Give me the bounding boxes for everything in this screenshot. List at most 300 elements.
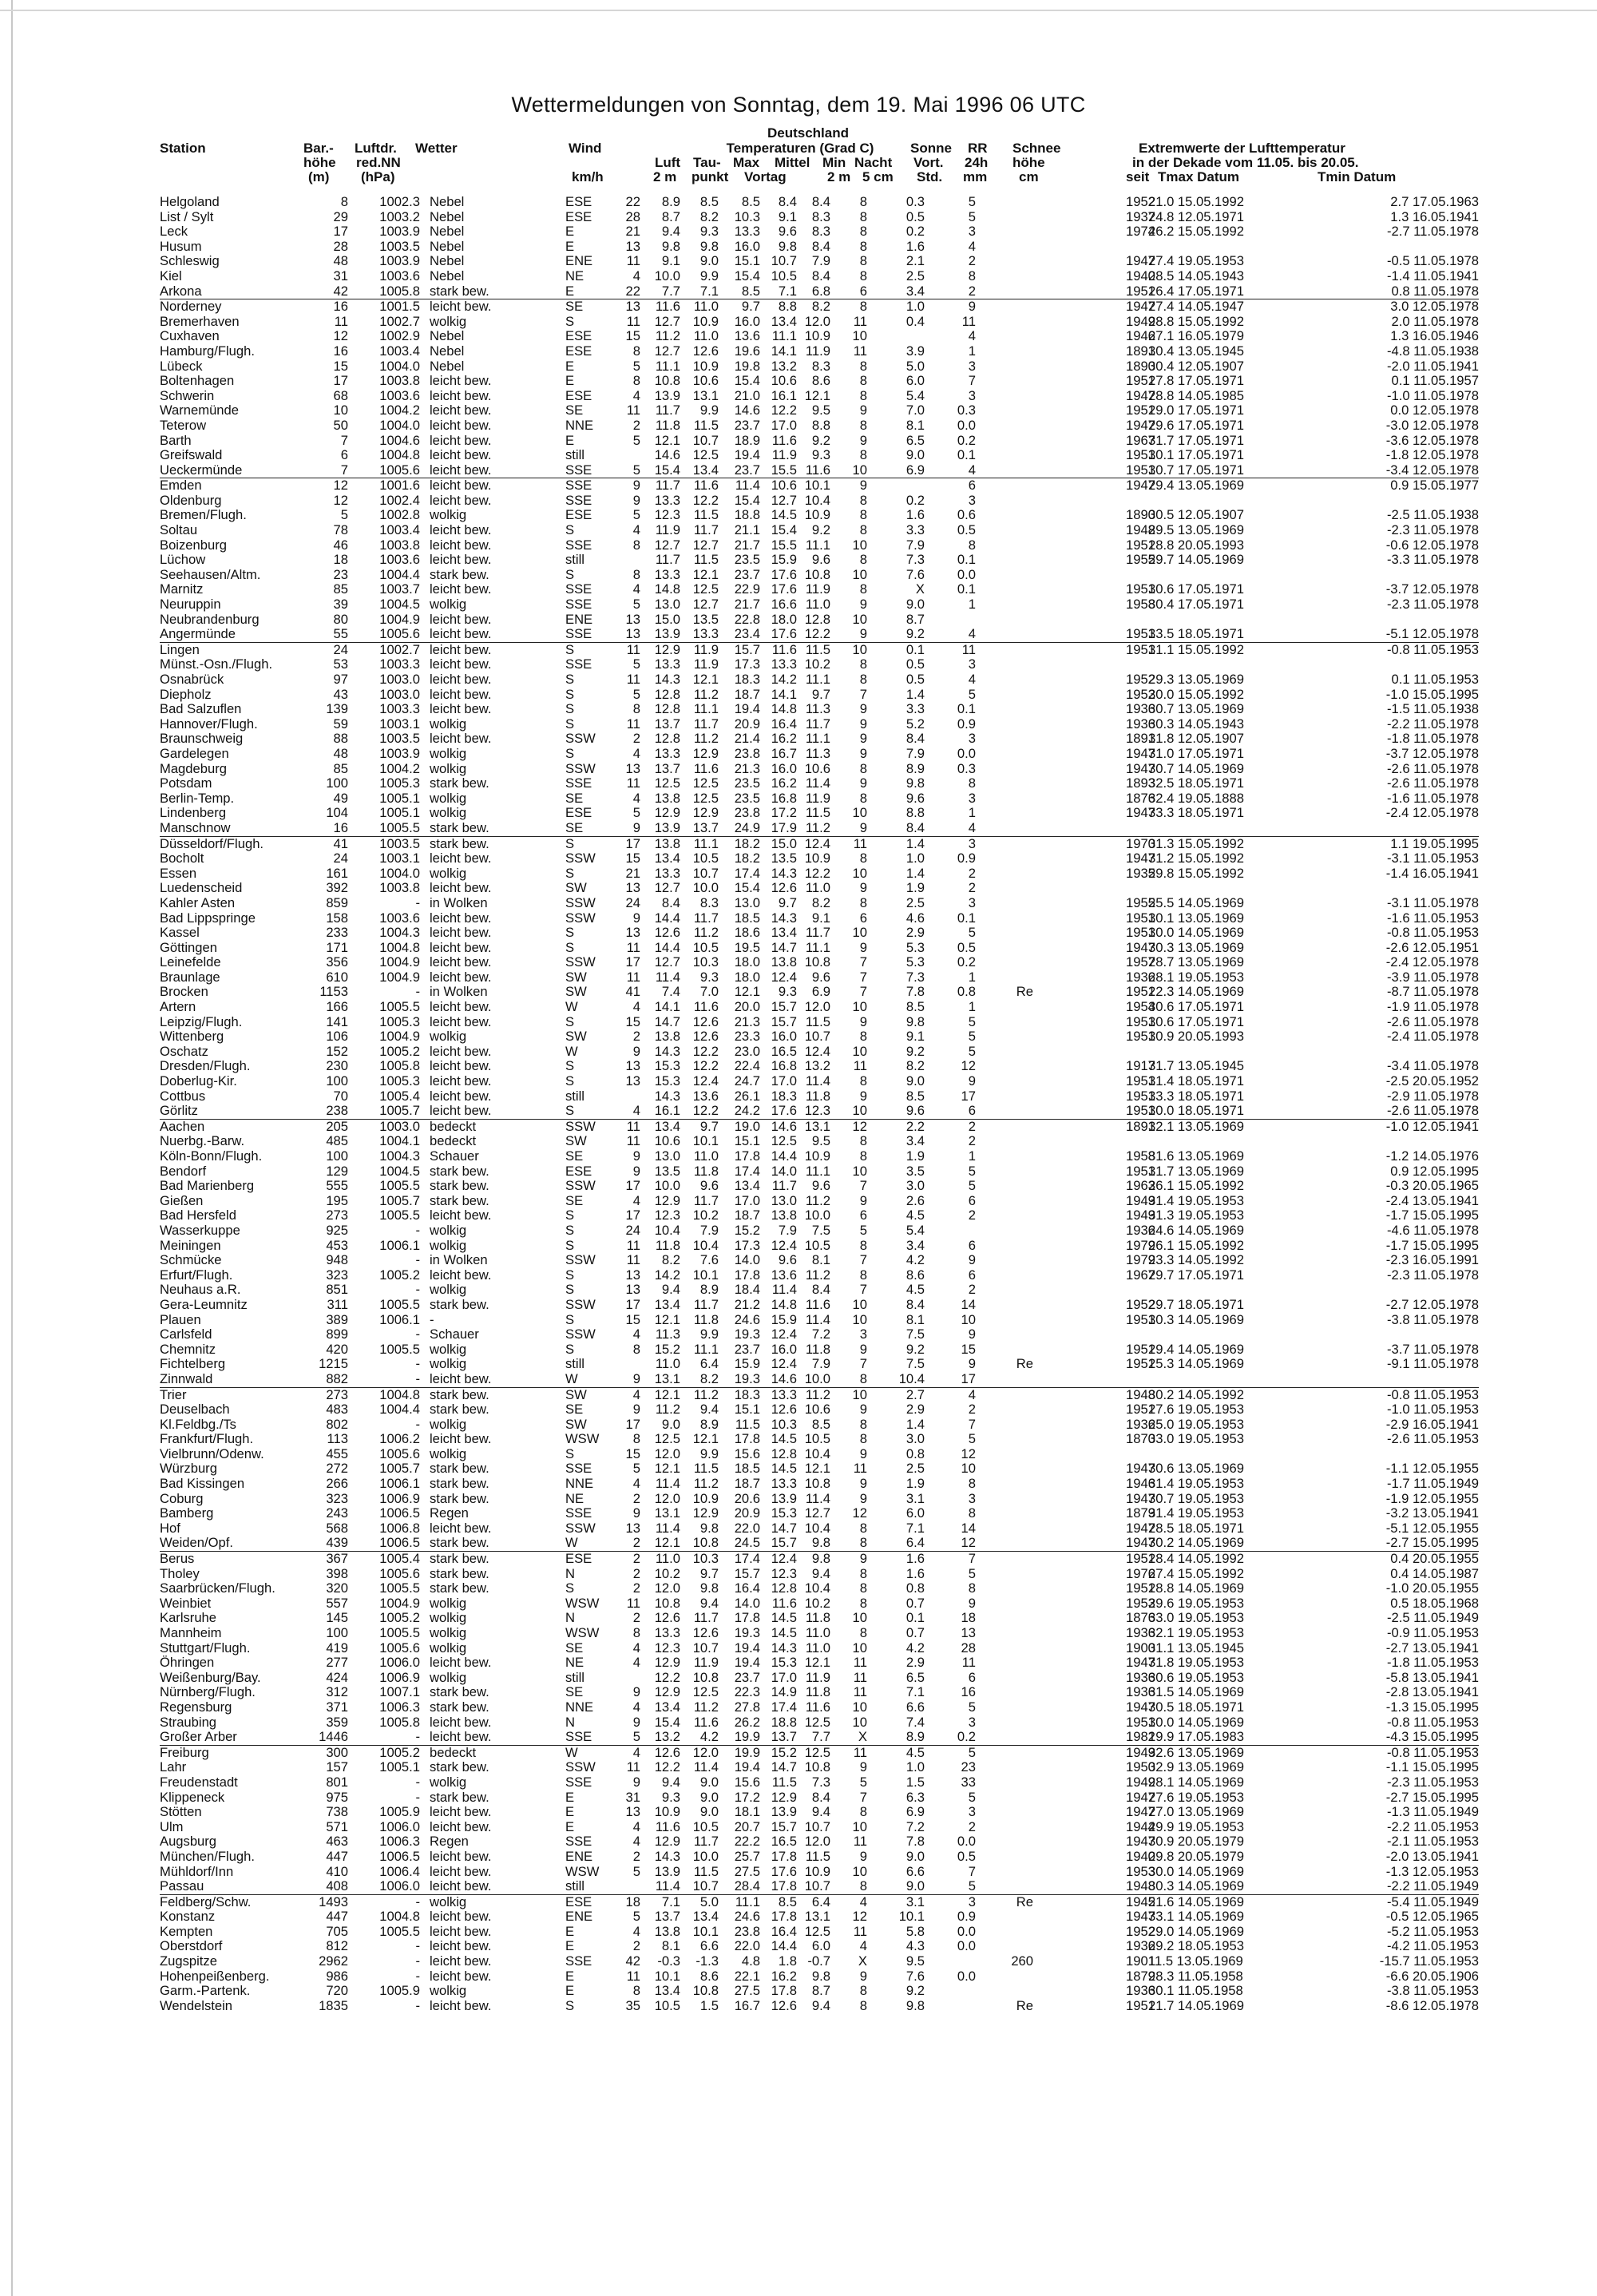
cell-wind-dir: W bbox=[565, 1043, 578, 1059]
cell-t-air: 12.9 bbox=[654, 1655, 680, 1671]
cell-station: Marnitz bbox=[160, 581, 204, 597]
cell-station: Bremen/Flugh. bbox=[160, 507, 247, 523]
cell-t-night: 11 bbox=[853, 313, 867, 329]
cell-height: 266 bbox=[326, 1476, 348, 1492]
cell-t-max: 18.6 bbox=[734, 925, 760, 941]
cell-t-min: 6.8 bbox=[811, 283, 830, 299]
cell-tmin: -2.4 12.05.1978 bbox=[1385, 954, 1479, 970]
cell-seit: 1979 bbox=[1126, 1237, 1155, 1253]
cell-weather: leicht bew. bbox=[430, 1938, 492, 1954]
cell-pressure: 1005.8 bbox=[379, 1714, 420, 1730]
cell-tmax: 30.7 19.05.1953 bbox=[1148, 1490, 1244, 1506]
cell-tmin: -3.0 12.05.1978 bbox=[1385, 417, 1479, 433]
cell-height: 720 bbox=[326, 1983, 348, 1999]
cell-t-min: 11.0 bbox=[805, 597, 830, 613]
cell-wind-dir: S bbox=[565, 835, 575, 851]
cell-seit: 1890 bbox=[1126, 507, 1155, 523]
cell-t-air: 9.8 bbox=[661, 238, 680, 254]
cell-t-min: 9.3 bbox=[811, 447, 830, 463]
cell-station: Gardelegen bbox=[160, 745, 229, 761]
cell-tmin: 1.3 16.05.1946 bbox=[1390, 328, 1479, 344]
cell-weather: leicht bew. bbox=[430, 552, 492, 568]
header-extrem2: in der Dekade vom 11.05. bis 20.05. bbox=[1132, 155, 1359, 170]
station-group bbox=[160, 837, 1479, 1120]
cell-wind-speed: 2 bbox=[632, 1938, 640, 1954]
table-row bbox=[160, 240, 1479, 255]
cell-wind-speed: 4 bbox=[632, 581, 640, 597]
cell-wind-dir: E bbox=[565, 1818, 575, 1834]
cell-weather: leicht bew. bbox=[430, 1103, 492, 1119]
cell-weather: Regen bbox=[430, 1834, 469, 1850]
cell-t-air: 13.8 bbox=[654, 1029, 680, 1045]
cell-seit: 1967 bbox=[1126, 432, 1155, 448]
cell-pressure: 1003.6 bbox=[379, 910, 420, 926]
cell-t-air: 8.9 bbox=[661, 194, 680, 209]
cell-t-max: 18.8 bbox=[734, 507, 760, 523]
cell-rr: 0.9 bbox=[957, 851, 976, 866]
cell-wind-speed: 4 bbox=[632, 1476, 640, 1492]
table-row bbox=[160, 418, 1479, 434]
cell-pressure: 1005.6 bbox=[379, 626, 420, 642]
cell-weather: wolkig bbox=[430, 865, 467, 881]
cell-seit: 1948 bbox=[1126, 1878, 1155, 1894]
cell-sun: 4.3 bbox=[905, 1938, 925, 1954]
cell-tmax: 30.6 13.05.1969 bbox=[1148, 1461, 1244, 1477]
cell-seit: 1947 bbox=[1126, 1535, 1155, 1551]
cell-t-air: 10.1 bbox=[654, 1968, 680, 1984]
cell-station: Neuhaus a.R. bbox=[160, 1282, 241, 1298]
cell-wind-dir: SSE bbox=[565, 1953, 592, 1969]
cell-t-max: 15.1 bbox=[734, 1133, 760, 1149]
cell-t-min: 12.1 bbox=[804, 387, 830, 403]
cell-height: 53 bbox=[333, 656, 348, 672]
table-row bbox=[160, 1820, 1479, 1835]
header-bar3: (m) bbox=[308, 169, 330, 184]
cell-wind-speed: 5 bbox=[632, 1863, 640, 1879]
cell-rr: 8 bbox=[968, 1505, 976, 1521]
cell-rr: 9 bbox=[968, 299, 976, 315]
cell-tmax: 29.6 17.05.1971 bbox=[1148, 417, 1244, 433]
header-extrem1: Extremwerte der Lufttemperatur bbox=[1139, 141, 1345, 156]
cell-t-air: 12.9 bbox=[654, 1192, 680, 1208]
cell-weather: leicht bew. bbox=[430, 1370, 492, 1386]
cell-tmax: 27.0 13.05.1969 bbox=[1148, 1804, 1244, 1820]
table-row bbox=[160, 463, 1479, 478]
cell-t-night: 7 bbox=[859, 1252, 867, 1268]
cell-tmin: -4.3 15.05.1995 bbox=[1385, 1729, 1479, 1745]
table-row bbox=[160, 1790, 1479, 1806]
cell-t-max: 22.0 bbox=[734, 1938, 760, 1954]
cell-station: Essen bbox=[160, 865, 197, 881]
cell-station: Kl.Feldbg./Ts bbox=[160, 1416, 236, 1432]
cell-weather: Nebel bbox=[430, 268, 465, 284]
cell-pressure: - bbox=[415, 1894, 420, 1909]
cell-seit: 1951 bbox=[1126, 1402, 1155, 1418]
cell-tmin: -2.1 11.05.1953 bbox=[1386, 1834, 1479, 1850]
cell-t-max: 17.0 bbox=[734, 1192, 760, 1208]
cell-sun: 9.2 bbox=[905, 626, 925, 642]
cell-t-min: 10.6 bbox=[804, 1402, 830, 1418]
cell-t-min: 10.7 bbox=[804, 1878, 830, 1894]
cell-weather: stark bew. bbox=[430, 1490, 489, 1506]
cell-t-air: 12.0 bbox=[654, 1490, 680, 1506]
cell-t-air: 11.8 bbox=[655, 417, 680, 433]
cell-rr: 2 bbox=[968, 1282, 976, 1298]
cell-t-night: 12 bbox=[852, 1505, 867, 1521]
cell-t-min: 10.4 bbox=[804, 1445, 830, 1461]
cell-station: Hamburg/Flugh. bbox=[160, 343, 255, 359]
cell-t-max: 27.8 bbox=[734, 1699, 760, 1715]
table-row bbox=[160, 851, 1479, 866]
cell-wind-speed: 13 bbox=[625, 1520, 640, 1536]
cell-rr: 14 bbox=[961, 1296, 976, 1312]
cell-height: 17 bbox=[333, 373, 348, 389]
cell-wind-speed: 11 bbox=[626, 1118, 640, 1134]
cell-t-night: 11 bbox=[853, 1684, 867, 1700]
cell-tmin: -5.4 11.05.1949 bbox=[1386, 1894, 1479, 1909]
cell-pressure: 1004.4 bbox=[379, 566, 420, 582]
cell-height: 7 bbox=[340, 432, 348, 448]
table-row bbox=[160, 1596, 1479, 1612]
cell-t-night: 6 bbox=[859, 1207, 867, 1223]
cell-sun: 6.5 bbox=[905, 432, 925, 448]
header-t-tau1: Tau- bbox=[693, 155, 721, 170]
cell-t-min: 10.2 bbox=[804, 1595, 830, 1611]
cell-tmax: 32.9 13.05.1969 bbox=[1148, 1759, 1244, 1775]
cell-t-air: 14.7 bbox=[654, 1013, 680, 1029]
table-row bbox=[160, 1327, 1479, 1342]
cell-seit: 1951 bbox=[1126, 537, 1155, 553]
cell-station: Doberlug-Kir. bbox=[160, 1073, 237, 1089]
cell-pressure: - bbox=[415, 1252, 420, 1268]
cell-seit: 1947 bbox=[1126, 1520, 1155, 1536]
cell-tmax: 29.7 17.05.1971 bbox=[1148, 1267, 1244, 1283]
cell-wind-speed: 2 bbox=[632, 1848, 640, 1864]
cell-wind-speed: 5 bbox=[632, 1909, 640, 1925]
cell-tmin: -0.3 20.05.1965 bbox=[1385, 1178, 1479, 1194]
cell-wind-speed: 8 bbox=[632, 566, 640, 582]
cell-rr: 5 bbox=[968, 1029, 976, 1045]
cell-t-mean: 12.4 bbox=[771, 969, 797, 985]
cell-station: Schleswig bbox=[160, 253, 220, 269]
cell-t-dew: 12.0 bbox=[692, 1744, 719, 1760]
cell-pressure: 1004.8 bbox=[379, 447, 420, 463]
cell-rr: 0.1 bbox=[957, 447, 976, 463]
header-luft3: (hPa) bbox=[361, 169, 395, 184]
cell-snow: 260 bbox=[1011, 1953, 1033, 1969]
cell-pressure: 1004.8 bbox=[379, 939, 420, 955]
cell-wind-speed: 4 bbox=[632, 387, 640, 403]
page-title: Wettermeldungen von Sonntag, dem 19. Mai 1996 06 UTC bbox=[511, 93, 1086, 117]
cell-weather: leicht bew. bbox=[430, 1058, 492, 1074]
cell-tmax: 30.7 14.05.1969 bbox=[1148, 760, 1244, 776]
cell-wind-speed: 17 bbox=[625, 954, 640, 970]
cell-height: 31 bbox=[333, 268, 348, 284]
cell-weather: wolkig bbox=[430, 1983, 467, 1999]
cell-t-mean: 16.5 bbox=[771, 1834, 797, 1850]
cell-t-dew: 10.1 bbox=[692, 1133, 719, 1149]
cell-t-dew: 10.7 bbox=[692, 432, 719, 448]
cell-t-air: 13.0 bbox=[654, 597, 680, 613]
cell-t-dew: 9.9 bbox=[699, 1326, 719, 1342]
cell-weather: stark bew. bbox=[430, 1565, 489, 1581]
cell-seit: 1945 bbox=[1126, 1894, 1155, 1909]
cell-station: Bremerhaven bbox=[160, 313, 240, 329]
table-row bbox=[160, 1746, 1479, 1761]
cell-t-mean: 14.5 bbox=[771, 1461, 797, 1477]
cell-wind-dir: SE bbox=[565, 1402, 584, 1418]
station-group bbox=[160, 1895, 1479, 2014]
cell-t-air: 15.3 bbox=[654, 1073, 680, 1089]
cell-pressure: 1004.2 bbox=[379, 402, 420, 418]
cell-tmin: -3.7 12.05.1978 bbox=[1385, 745, 1479, 761]
cell-station: Feldberg/Schw. bbox=[160, 1894, 252, 1909]
cell-t-air: 13.8 bbox=[654, 790, 680, 806]
cell-t-dew: 10.5 bbox=[692, 851, 719, 866]
cell-t-min: 7.9 bbox=[811, 1356, 830, 1372]
cell-wind-dir: S bbox=[565, 1311, 575, 1327]
cell-tmin: -1.3 11.05.1949 bbox=[1386, 1804, 1479, 1820]
cell-wind-speed: 22 bbox=[625, 283, 640, 299]
cell-station: Saarbrücken/Flugh. bbox=[160, 1580, 275, 1596]
cell-wind-dir: S bbox=[565, 641, 575, 657]
cell-pressure: 1003.2 bbox=[379, 208, 420, 224]
cell-t-dew: 9.7 bbox=[699, 1565, 719, 1581]
cell-t-air: 11.9 bbox=[655, 522, 680, 538]
cell-t-air: 12.7 bbox=[654, 313, 680, 329]
cell-pressure: 1003.6 bbox=[379, 268, 420, 284]
cell-pressure: 1005.2 bbox=[379, 1610, 420, 1626]
cell-station: Garm.-Partenk. bbox=[160, 1983, 251, 1999]
cell-tmin: -4.2 11.05.1953 bbox=[1386, 1938, 1479, 1954]
cell-wind-speed: 9 bbox=[632, 1684, 640, 1700]
cell-station: Kahler Asten bbox=[160, 894, 236, 910]
cell-wind-dir: NE bbox=[565, 268, 585, 284]
cell-wind-dir: E bbox=[565, 1938, 575, 1954]
cell-t-air: 12.8 bbox=[654, 686, 680, 702]
cell-t-dew: 9.0 bbox=[699, 253, 719, 269]
cell-seit: 1948 bbox=[1126, 522, 1155, 538]
header-tmax-datum: Tmax Datum bbox=[1158, 169, 1240, 184]
header-temp-title: Temperaturen (Grad C) bbox=[726, 141, 874, 156]
table-row bbox=[160, 1506, 1479, 1521]
cell-wind-dir: WSW bbox=[565, 1625, 600, 1640]
cell-wind-speed: 2 bbox=[632, 731, 640, 747]
cell-wind-speed: 5 bbox=[632, 432, 640, 448]
cell-t-mean: 16.2 bbox=[771, 731, 797, 747]
cell-weather: leicht bew. bbox=[430, 522, 492, 538]
cell-wind-speed: 42 bbox=[625, 1953, 640, 1969]
cell-tmin: 0.5 18.05.1968 bbox=[1390, 1595, 1479, 1611]
cell-t-air: 13.4 bbox=[654, 1983, 680, 1999]
cell-t-air: 10.4 bbox=[654, 1222, 680, 1238]
cell-t-max: 23.8 bbox=[734, 805, 760, 821]
cell-t-air: 13.8 bbox=[654, 835, 680, 851]
cell-wind-speed: 5 bbox=[632, 358, 640, 374]
cell-t-air: 13.7 bbox=[654, 716, 680, 732]
cell-tmin: -4.8 11.05.1938 bbox=[1386, 343, 1479, 359]
cell-height: 139 bbox=[326, 701, 348, 717]
cell-wind-speed: 11 bbox=[626, 1237, 640, 1253]
cell-tmin: -2.7 11.05.1978 bbox=[1386, 224, 1479, 240]
cell-t-mean: 15.5 bbox=[771, 462, 797, 478]
cell-rr: 3 bbox=[968, 656, 976, 672]
cell-t-dew: 12.2 bbox=[692, 1103, 719, 1119]
cell-t-min: 9.7 bbox=[811, 686, 830, 702]
cell-t-dew: 9.4 bbox=[699, 1402, 719, 1418]
cell-wind-dir: N bbox=[565, 1565, 575, 1581]
station-group bbox=[160, 299, 1479, 478]
cell-pressure: 1005.2 bbox=[379, 1267, 420, 1283]
cell-t-dew: 11.7 bbox=[693, 910, 719, 926]
cell-t-night: 8 bbox=[859, 894, 867, 910]
cell-snow: Re bbox=[1016, 1997, 1033, 2013]
table-row bbox=[160, 434, 1479, 449]
table-row bbox=[160, 1954, 1479, 1969]
cell-wind-dir: NE bbox=[565, 1655, 585, 1671]
cell-sun: 5.3 bbox=[905, 939, 925, 955]
cell-t-dew: 9.0 bbox=[699, 1774, 719, 1790]
cell-t-min: 10.4 bbox=[804, 492, 830, 508]
station-group bbox=[160, 478, 1479, 643]
cell-wind-speed: 13 bbox=[625, 299, 640, 315]
cell-weather: Nebel bbox=[430, 253, 465, 269]
cell-wind-speed: 4 bbox=[632, 1192, 640, 1208]
cell-height: 11 bbox=[334, 313, 348, 329]
cell-tmin: -1.9 12.05.1955 bbox=[1385, 1490, 1479, 1506]
table-row bbox=[160, 657, 1479, 672]
cell-sun: 7.0 bbox=[905, 402, 925, 418]
cell-tmin: -2.6 11.05.1978 bbox=[1386, 760, 1479, 776]
cell-t-air: 13.4 bbox=[654, 1296, 680, 1312]
cell-rr: 8 bbox=[968, 1580, 976, 1596]
cell-weather: leicht bew. bbox=[430, 925, 492, 941]
cell-t-air: 13.9 bbox=[654, 819, 680, 835]
cell-station: Bamberg bbox=[160, 1505, 214, 1521]
cell-t-max: 16.4 bbox=[734, 1580, 760, 1596]
cell-tmax: 28.1 19.05.1953 bbox=[1148, 969, 1244, 985]
cell-tmax: 29.0 17.05.1971 bbox=[1148, 402, 1244, 418]
cell-t-night: 8 bbox=[859, 1520, 867, 1536]
cell-tmax: 27.6 19.05.1953 bbox=[1148, 1789, 1244, 1805]
cell-t-night: 8 bbox=[859, 1565, 867, 1581]
cell-t-max: 18.4 bbox=[734, 1282, 760, 1298]
cell-rr: 28 bbox=[961, 1640, 976, 1656]
cell-t-mean: 15.5 bbox=[771, 537, 797, 553]
cell-t-mean: 14.5 bbox=[771, 507, 797, 523]
cell-t-dew: 12.9 bbox=[692, 745, 719, 761]
cell-t-night: 9 bbox=[859, 745, 867, 761]
cell-seit: 1917 bbox=[1126, 1058, 1155, 1074]
cell-pressure: - bbox=[415, 1774, 420, 1790]
cell-t-dew: 11.7 bbox=[693, 1296, 719, 1312]
cell-t-mean: 10.6 bbox=[771, 373, 797, 389]
header-schnee2: höhe bbox=[1012, 155, 1045, 170]
cell-tmin: -3.1 11.05.1978 bbox=[1386, 894, 1479, 910]
cell-height: 419 bbox=[326, 1640, 348, 1656]
cell-wind-dir: S bbox=[565, 686, 575, 702]
cell-t-min: 6.9 bbox=[811, 984, 830, 1000]
cell-rr: 0.9 bbox=[957, 716, 976, 732]
cell-t-night: 7 bbox=[859, 686, 867, 702]
cell-wind-dir: WSW bbox=[565, 1595, 600, 1611]
cell-t-mean: 13.3 bbox=[771, 1386, 797, 1402]
cell-weather: leicht bew. bbox=[430, 478, 492, 494]
cell-t-dew: 9.9 bbox=[699, 402, 719, 418]
cell-t-night: 10 bbox=[852, 1818, 867, 1834]
cell-seit: 1958 bbox=[1126, 1148, 1155, 1164]
cell-height: 141 bbox=[326, 1013, 348, 1029]
cell-height: 801 bbox=[326, 1774, 348, 1790]
station-group bbox=[160, 195, 1479, 299]
cell-t-night: 11 bbox=[853, 835, 867, 851]
cell-seit: 1891 bbox=[1126, 1118, 1155, 1134]
cell-t-min: 10.7 bbox=[804, 1029, 830, 1045]
cell-t-mean: 15.9 bbox=[771, 1311, 797, 1327]
cell-height: 410 bbox=[326, 1863, 348, 1879]
cell-tmin: -0.5 12.05.1965 bbox=[1385, 1909, 1479, 1925]
cell-height: 106 bbox=[326, 1029, 348, 1045]
cell-height: 18 bbox=[333, 552, 348, 568]
cell-pressure: 1004.2 bbox=[379, 760, 420, 776]
cell-tmin: -0.8 11.05.1953 bbox=[1386, 641, 1479, 657]
table-row bbox=[160, 1715, 1479, 1731]
cell-tmax: 29.6 19.05.1953 bbox=[1148, 1595, 1244, 1611]
cell-t-air: 14.3 bbox=[654, 1088, 680, 1104]
cell-station: Lübeck bbox=[160, 358, 203, 374]
cell-tmax: 26.1 15.05.1992 bbox=[1148, 1178, 1244, 1194]
cell-t-mean: 18.8 bbox=[771, 1714, 797, 1730]
cell-t-min: 12.1 bbox=[804, 1655, 830, 1671]
cell-pressure: 1004.4 bbox=[379, 1402, 420, 1418]
cell-weather: wolkig bbox=[430, 790, 467, 806]
cell-seit: 1951 bbox=[1126, 581, 1155, 597]
cell-tmax: 30.2 14.05.1992 bbox=[1148, 1386, 1244, 1402]
table-row bbox=[160, 478, 1479, 494]
cell-t-min: 10.1 bbox=[804, 478, 830, 494]
cell-t-max: 11.5 bbox=[735, 1416, 760, 1432]
cell-tmax: 25.3 14.05.1969 bbox=[1148, 1356, 1244, 1372]
cell-rr: 5 bbox=[968, 1013, 976, 1029]
cell-tmax: 31.8 19.05.1953 bbox=[1148, 1655, 1244, 1671]
cell-tmax: 32.6 13.05.1969 bbox=[1148, 1744, 1244, 1760]
cell-pressure: 1003.8 bbox=[379, 880, 420, 896]
cell-t-night: 10 bbox=[852, 1714, 867, 1730]
cell-height: 424 bbox=[326, 1669, 348, 1685]
cell-seit: 1935 bbox=[1126, 865, 1155, 881]
cell-tmin: -1.0 20.05.1955 bbox=[1385, 1580, 1479, 1596]
cell-t-min: 10.9 bbox=[804, 507, 830, 523]
cell-tmin: 3.0 12.05.1978 bbox=[1390, 299, 1479, 315]
cell-weather: leicht bew. bbox=[430, 1088, 492, 1104]
cell-tmax: 28.8 14.05.1969 bbox=[1148, 1580, 1244, 1596]
cell-seit: 1958 bbox=[1126, 597, 1155, 613]
cell-t-mean: 17.8 bbox=[771, 1983, 797, 1999]
cell-tmax: 30.6 17.05.1971 bbox=[1148, 1013, 1244, 1029]
cell-t-air: 13.2 bbox=[654, 1729, 680, 1745]
cell-weather: leicht bew. bbox=[430, 402, 492, 418]
cell-t-dew: 7.6 bbox=[699, 1252, 719, 1268]
cell-t-dew: 9.9 bbox=[699, 268, 719, 284]
cell-weather: leicht bew. bbox=[430, 1863, 492, 1879]
cell-pressure: 1003.8 bbox=[379, 537, 420, 553]
cell-t-dew: 12.6 bbox=[692, 343, 719, 359]
cell-height: 312 bbox=[326, 1684, 348, 1700]
cell-wind-dir: NNE bbox=[565, 417, 594, 433]
table-row bbox=[160, 717, 1479, 732]
cell-wind-speed: 28 bbox=[625, 208, 640, 224]
cell-t-min: 11.4 bbox=[805, 1311, 830, 1327]
